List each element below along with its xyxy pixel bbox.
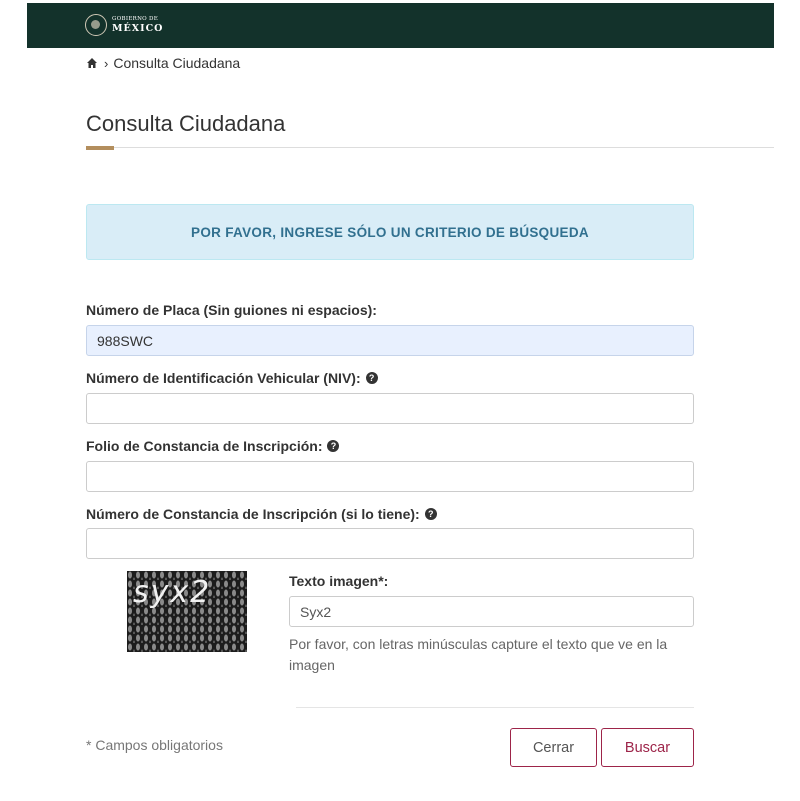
niv-input[interactable] [86,393,694,424]
title-accent-bar [86,146,114,150]
captcha-label: Texto imagen*: [289,573,389,589]
cancel-button[interactable]: Cerrar [510,728,597,767]
folio-label-text: Folio de Constancia de Inscripción: [86,438,323,454]
question-circle-icon[interactable]: ? [327,440,339,452]
national-seal-icon [85,14,107,36]
breadcrumb-current: Consulta Ciudadana [113,55,241,71]
captcha-input[interactable] [289,596,694,627]
placa-label-text: Número de Placa (Sin guiones ni espacios): [86,302,377,318]
placa-input[interactable] [86,325,694,356]
info-alert [86,204,694,260]
captcha-text: syx2 [133,575,212,610]
question-circle-icon[interactable]: ? [366,372,378,384]
folio-input[interactable] [86,461,694,492]
form-divider [296,707,694,708]
captcha-help-text: Por favor, con letras minúsculas capture el texto que ve en la imagen [289,636,668,673]
niv-label-text: Número de Identificación Vehicular (NIV): [86,370,361,386]
placa-label [86,302,377,318]
question-circle-icon[interactable]: ? [425,508,437,520]
title-divider [86,147,774,148]
gobierno-de-mexico-logo[interactable] [85,11,163,39]
folio-label [86,438,339,454]
home-icon[interactable] [86,57,98,69]
logo-text [112,17,163,33]
niv-label [86,370,378,386]
page-title: Consulta Ciudadana [86,111,286,136]
breadcrumb [86,55,240,71]
chevron-right-icon: › [104,55,109,71]
constancia-label-text: Número de Constancia de Inscripción (si lo tiene): [86,506,420,522]
required-fields-note: * Campos obligatorios [86,737,223,753]
logo-big-text: MÉXICO [112,22,164,34]
top-navbar [27,3,774,48]
constancia-label [86,506,437,522]
captcha-image [127,571,247,652]
alert-text: POR FAVOR, INGRESE SÓLO UN CRITERIO DE BÚSQUEDA [191,224,589,240]
search-button[interactable]: Buscar [601,728,694,767]
logo-small-text: GOBIERNO DE [112,16,159,22]
constancia-input[interactable] [86,528,694,559]
